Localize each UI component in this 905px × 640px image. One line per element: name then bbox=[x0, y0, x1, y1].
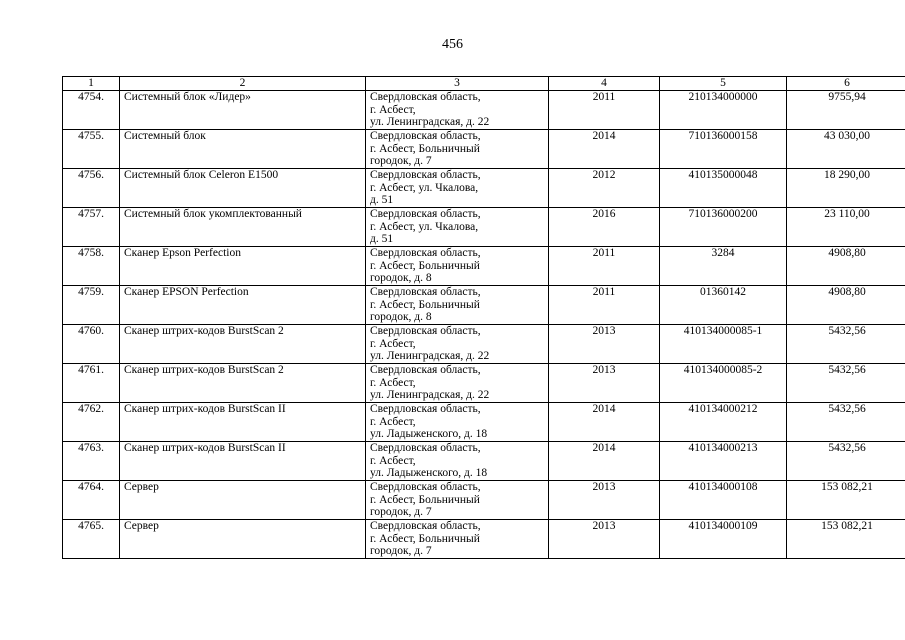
item-address: Свердловская область, г. Асбест, Больничный городок, д. 7 bbox=[366, 481, 549, 520]
table-row bbox=[63, 481, 905, 520]
inventory-number: 01360142 bbox=[660, 286, 787, 325]
table-row bbox=[63, 247, 905, 286]
column-header: 5 bbox=[660, 77, 787, 91]
item-value: 5432,56 bbox=[787, 442, 905, 481]
row-number: 4757. bbox=[63, 208, 120, 247]
item-value: 5432,56 bbox=[787, 403, 905, 442]
inventory-number: 410135000048 bbox=[660, 169, 787, 208]
inventory-number: 410134000108 bbox=[660, 481, 787, 520]
item-name: Сервер bbox=[120, 520, 366, 559]
item-address: Свердловская область, г. Асбест, ул. Ладыженского, д. 18 bbox=[366, 442, 549, 481]
item-value: 43 030,00 bbox=[787, 130, 905, 169]
item-year: 2011 bbox=[549, 247, 660, 286]
item-address: Свердловская область, г. Асбест, ул. Ладыженского, д. 18 bbox=[366, 403, 549, 442]
item-address: Свердловская область, г. Асбест, Больничный городок, д. 7 bbox=[366, 130, 549, 169]
inventory-number: 410134000085-2 bbox=[660, 364, 787, 403]
inventory-number: 410134000085-1 bbox=[660, 325, 787, 364]
column-header: 3 bbox=[366, 77, 549, 91]
row-number: 4758. bbox=[63, 247, 120, 286]
item-name: Системный блок Celeron E1500 bbox=[120, 169, 366, 208]
item-address: Свердловская область, г. Асбест, ул. Чкалова, д. 51 bbox=[366, 169, 549, 208]
table-row bbox=[63, 325, 905, 364]
item-year: 2014 bbox=[549, 130, 660, 169]
item-address: Свердловская область, г. Асбест, ул. Ленинградская, д. 22 bbox=[366, 91, 549, 130]
column-header: 6 bbox=[787, 77, 905, 91]
item-address: Свердловская область, г. Асбест, Больничный городок, д. 8 bbox=[366, 247, 549, 286]
item-name: Сканер штрих-кодов BurstScan II bbox=[120, 442, 366, 481]
row-number: 4763. bbox=[63, 442, 120, 481]
item-value: 4908,80 bbox=[787, 247, 905, 286]
item-name: Системный блок укомплектованный bbox=[120, 208, 366, 247]
item-year: 2011 bbox=[549, 91, 660, 130]
item-name: Сканер Epson Perfection bbox=[120, 247, 366, 286]
table-row bbox=[63, 91, 905, 130]
inventory-number: 410134000109 bbox=[660, 520, 787, 559]
item-year: 2013 bbox=[549, 364, 660, 403]
item-value: 4908,80 bbox=[787, 286, 905, 325]
item-name: Системный блок bbox=[120, 130, 366, 169]
item-year: 2013 bbox=[549, 481, 660, 520]
inventory-number: 410134000213 bbox=[660, 442, 787, 481]
row-number: 4755. bbox=[63, 130, 120, 169]
item-year: 2013 bbox=[549, 325, 660, 364]
item-year: 2014 bbox=[549, 442, 660, 481]
table-row bbox=[63, 442, 905, 481]
item-value: 18 290,00 bbox=[787, 169, 905, 208]
row-number: 4761. bbox=[63, 364, 120, 403]
item-address: Свердловская область, г. Асбест, Больничный городок, д. 7 bbox=[366, 520, 549, 559]
inventory-number: 210134000000 bbox=[660, 91, 787, 130]
item-name: Сканер штрих-кодов BurstScan 2 bbox=[120, 364, 366, 403]
table-row bbox=[63, 286, 905, 325]
item-value: 153 082,21 bbox=[787, 520, 905, 559]
item-address: Свердловская область, г. Асбест, ул. Чкалова, д. 51 bbox=[366, 208, 549, 247]
item-year: 2012 bbox=[549, 169, 660, 208]
row-number: 4764. bbox=[63, 481, 120, 520]
item-value: 5432,56 bbox=[787, 325, 905, 364]
item-name: Сканер EPSON Perfection bbox=[120, 286, 366, 325]
table-header-row bbox=[63, 77, 905, 91]
inventory-number: 710136000200 bbox=[660, 208, 787, 247]
row-number: 4756. bbox=[63, 169, 120, 208]
item-year: 2011 bbox=[549, 286, 660, 325]
item-address: Свердловская область, г. Асбест, ул. Ленинградская, д. 22 bbox=[366, 325, 549, 364]
row-number: 4760. bbox=[63, 325, 120, 364]
inventory-number: 3284 bbox=[660, 247, 787, 286]
row-number: 4762. bbox=[63, 403, 120, 442]
table-row bbox=[63, 130, 905, 169]
table-row bbox=[63, 208, 905, 247]
item-name: Сканер штрих-кодов BurstScan 2 bbox=[120, 325, 366, 364]
item-address: Свердловская область, г. Асбест, ул. Ленинградская, д. 22 bbox=[366, 364, 549, 403]
row-number: 4765. bbox=[63, 520, 120, 559]
table-row bbox=[63, 520, 905, 559]
item-address: Свердловская область, г. Асбест, Больничный городок, д. 8 bbox=[366, 286, 549, 325]
item-value: 153 082,21 bbox=[787, 481, 905, 520]
property-table bbox=[62, 76, 905, 559]
item-value: 5432,56 bbox=[787, 364, 905, 403]
inventory-number: 410134000212 bbox=[660, 403, 787, 442]
item-year: 2016 bbox=[549, 208, 660, 247]
column-header: 2 bbox=[120, 77, 366, 91]
item-name: Сканер штрих-кодов BurstScan II bbox=[120, 403, 366, 442]
page-number: 456 bbox=[442, 37, 463, 52]
table-row bbox=[63, 364, 905, 403]
inventory-number: 710136000158 bbox=[660, 130, 787, 169]
table-row bbox=[63, 169, 905, 208]
column-header: 4 bbox=[549, 77, 660, 91]
row-number: 4759. bbox=[63, 286, 120, 325]
column-header: 1 bbox=[63, 77, 120, 91]
item-value: 9755,94 bbox=[787, 91, 905, 130]
item-year: 2014 bbox=[549, 403, 660, 442]
item-year: 2013 bbox=[549, 520, 660, 559]
item-name: Сервер bbox=[120, 481, 366, 520]
table-row bbox=[63, 403, 905, 442]
item-value: 23 110,00 bbox=[787, 208, 905, 247]
item-name: Системный блок «Лидер» bbox=[120, 91, 366, 130]
row-number: 4754. bbox=[63, 91, 120, 130]
